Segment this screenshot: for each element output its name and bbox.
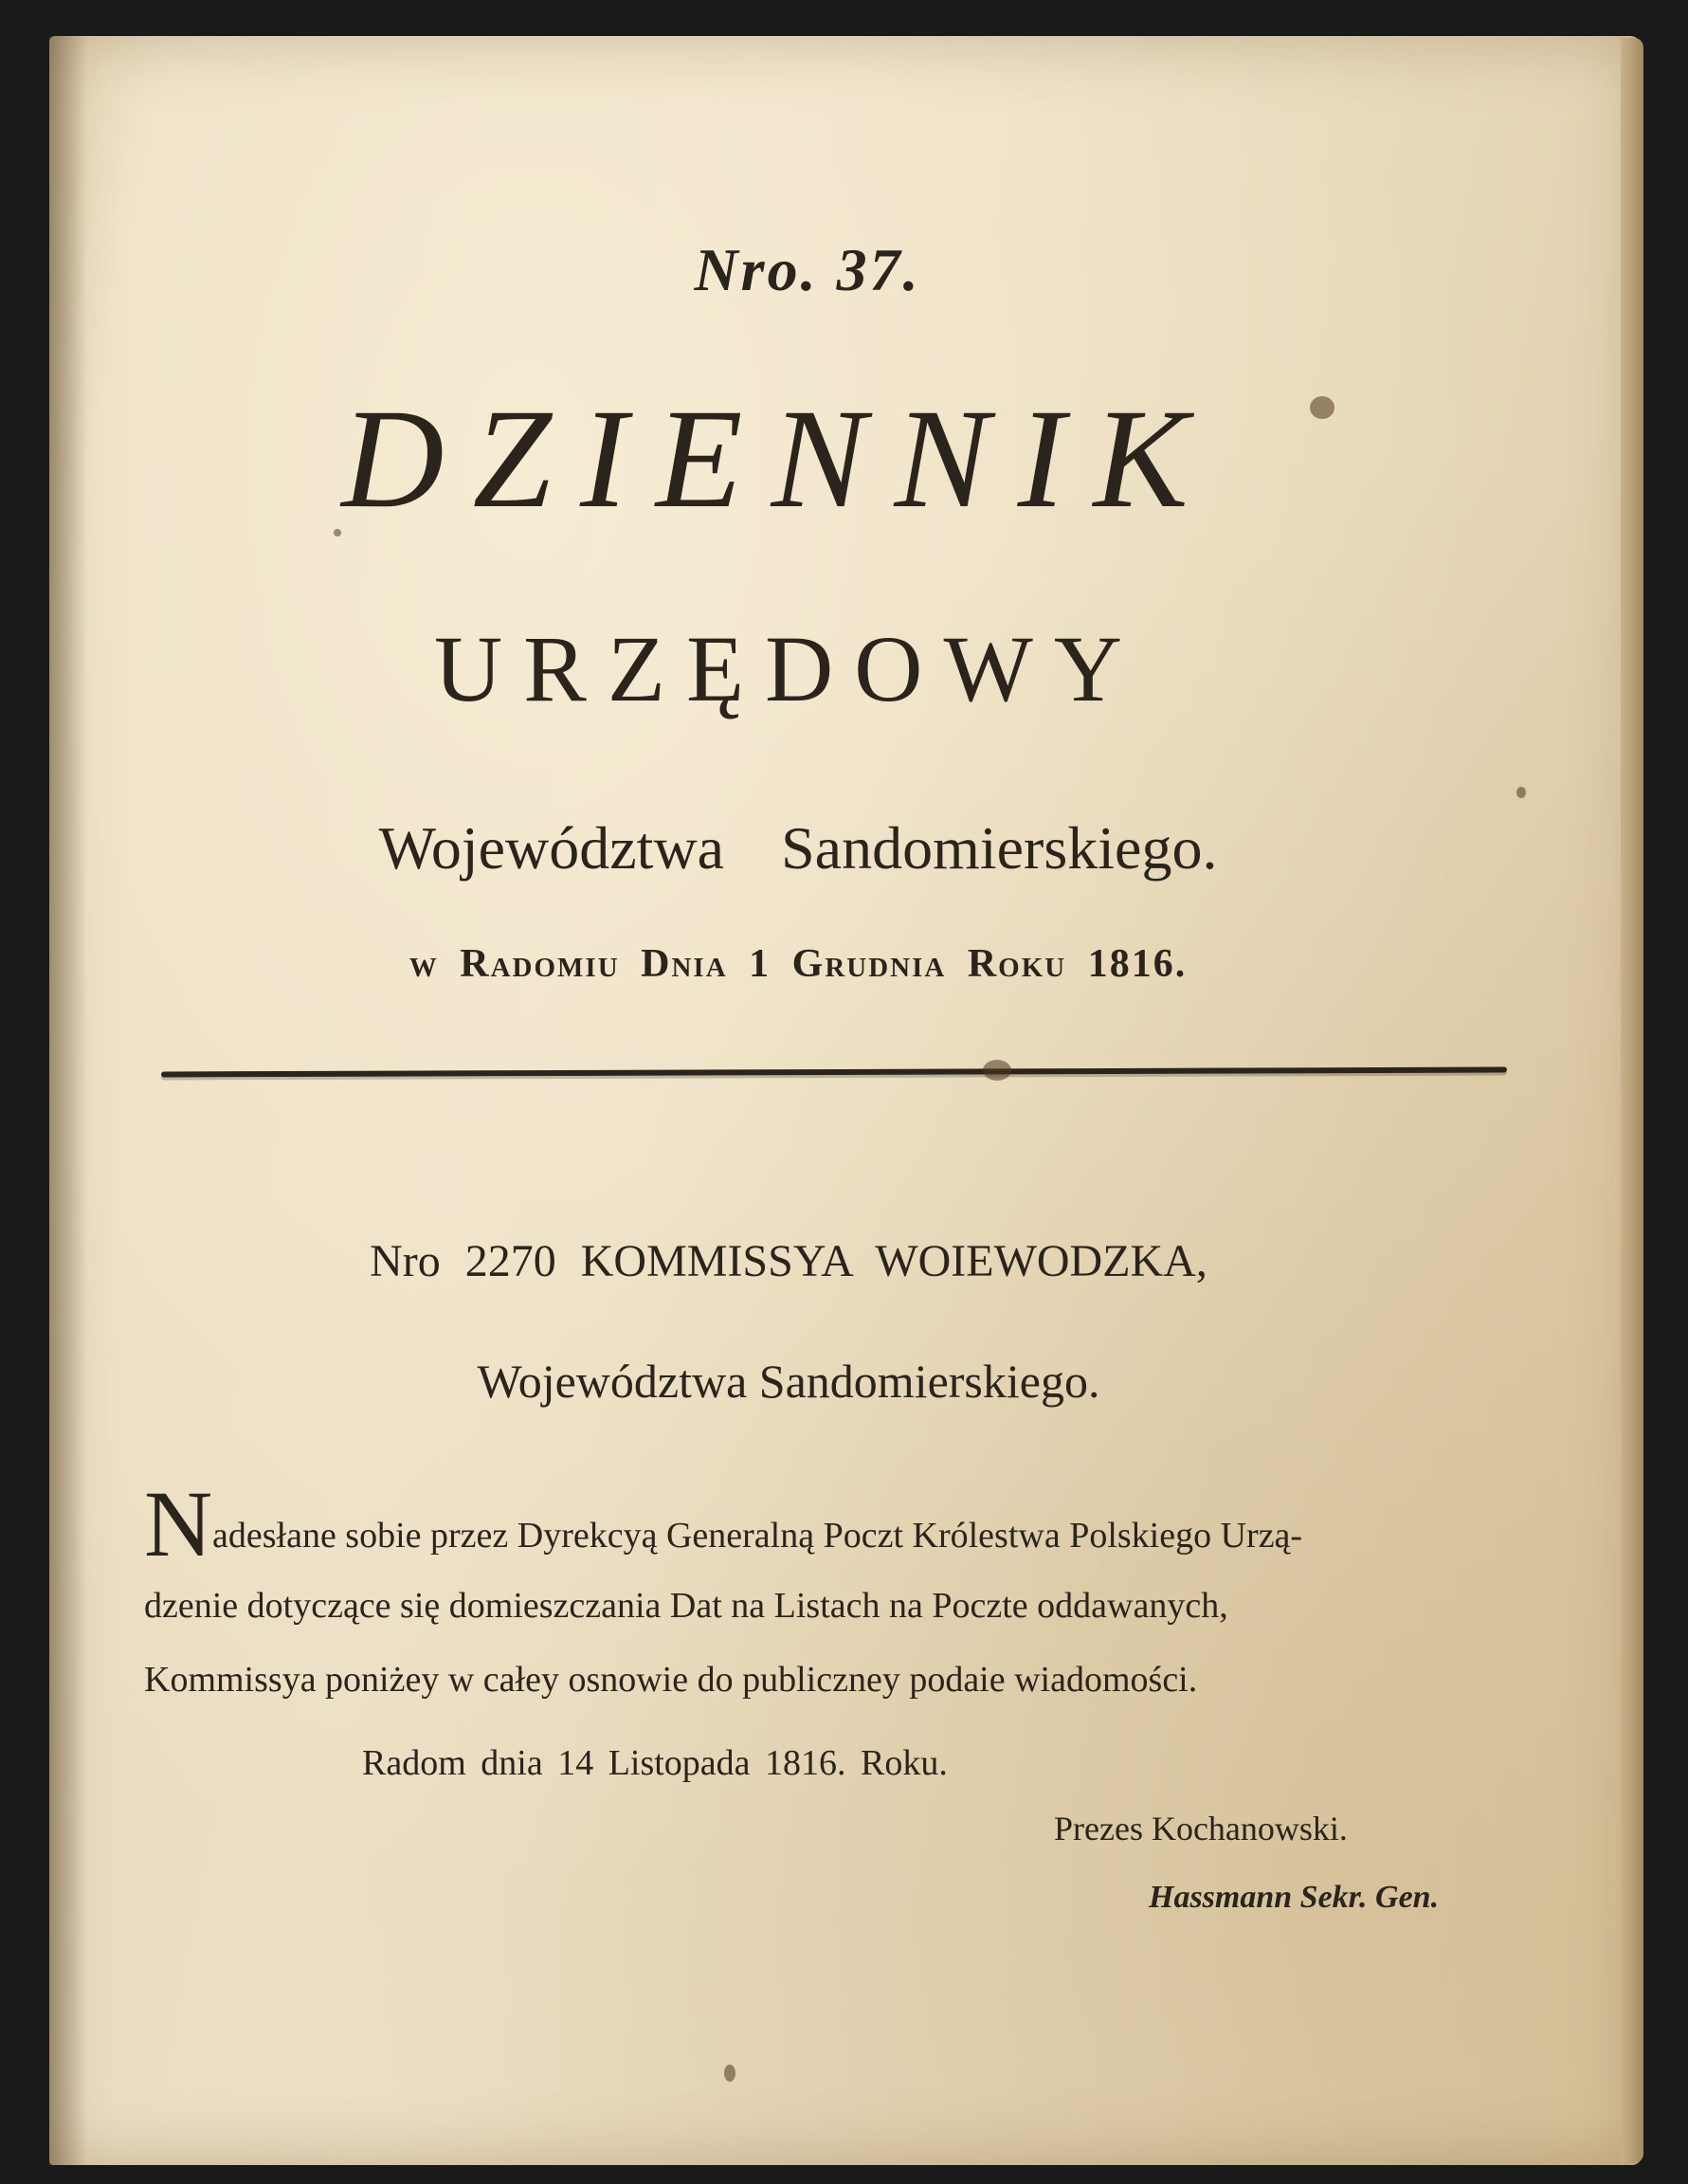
paragraph-line-text: adesłane sobie przez Dyrekcyą Generalną Poczt Królestwa Polskiego Urzą-: [212, 1516, 1303, 1556]
notice-heading: Nro 2270 KOMMISSYA WOIEWODZKA,: [370, 1236, 1207, 1286]
paragraph-line: [212, 1515, 1511, 1556]
drop-cap: N: [144, 1471, 213, 1576]
document-page: [49, 36, 1642, 2165]
notice-heading-region: Województwa Sandomierskiego.: [477, 1355, 1100, 1408]
issue-number: Nro. 37.: [694, 236, 921, 303]
issue-dateline: w Radomiu Dnia 1 Grudnia Roku 1816.: [408, 942, 1188, 986]
place-and-date: Radom dnia 14 Listopada 1816. Roku.: [362, 1743, 948, 1783]
paragraph-line-text: Kommissya poniżey w całey osnowie do publiczney podaie wiadomości.: [144, 1660, 1198, 1700]
paragraph-line: [144, 1585, 1511, 1627]
masthead-region: Województwa Sandomierskiego.: [378, 814, 1218, 882]
masthead-title: DZIENNIK: [341, 380, 1217, 537]
paragraph-line-text: dzenie dotyczące się domieszczania Dat na Listach na Poczte oddawanych,: [144, 1586, 1228, 1626]
signature-secretary: Hassmann Sekr. Gen.: [1149, 1880, 1440, 1915]
signature-president: Prezes Kochanowski.: [1054, 1810, 1348, 1847]
page-edge: [1621, 38, 1643, 2163]
ink-stain: [983, 1060, 1011, 1081]
masthead-subtitle: URZĘDOWY: [433, 616, 1144, 721]
paragraph-line: [144, 1659, 1461, 1701]
ink-stain: [1516, 787, 1526, 798]
ink-stain: [334, 529, 341, 537]
header-rule: [161, 1067, 1507, 1078]
ink-stain: [1310, 396, 1334, 419]
ink-stain: [724, 2065, 735, 2082]
